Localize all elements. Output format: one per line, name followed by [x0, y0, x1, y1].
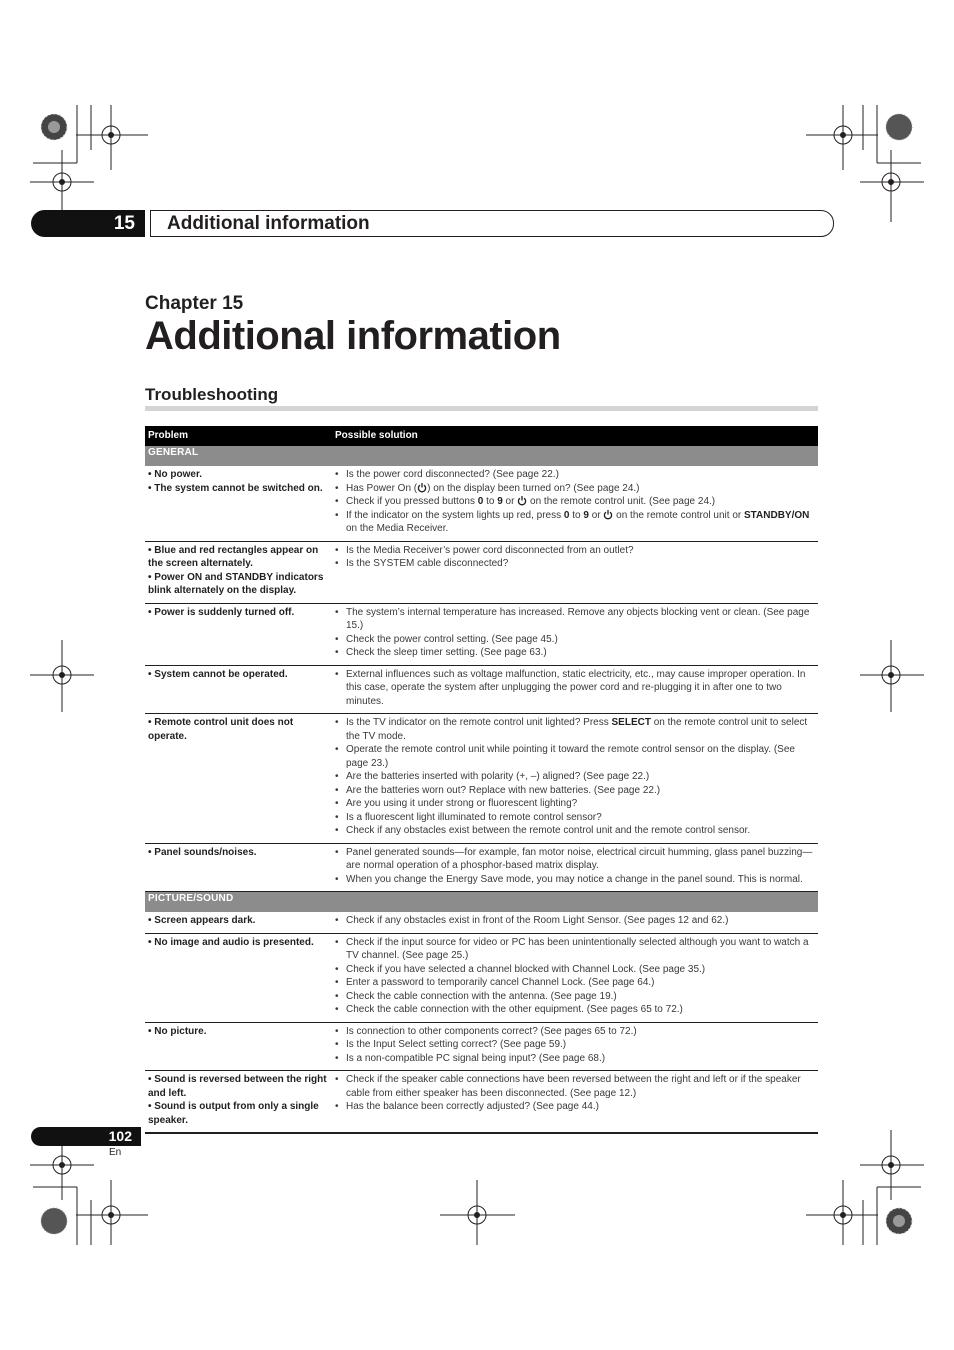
table-row: [145, 912, 818, 933]
solution-list: [335, 716, 815, 838]
solution-list: [335, 1073, 815, 1114]
page-number-badge: [31, 1127, 141, 1146]
troubleshooting-table: [145, 426, 818, 1134]
solution-text: Panel generated sounds—for example, fan motor noise, electrical circuit humming, glass panel buzzing—are normal operation of a phosphor-based matrix display.: [346, 846, 813, 871]
running-header: [150, 210, 834, 237]
solution-cell: [332, 541, 818, 603]
solution-text: on the remote control unit or: [613, 509, 744, 521]
problem-cell: [145, 1071, 332, 1134]
chapter-label: Chapter 15: [145, 293, 244, 314]
solution-text: Is connection to other components correct? (See pages 65 to 72.): [346, 1025, 637, 1037]
solution-item: [335, 811, 815, 825]
solution-item: [335, 743, 815, 770]
solution-text: Is the power cord disconnected? (See page 22.): [346, 469, 559, 480]
solution-item: [335, 1073, 815, 1100]
button-name: 9: [497, 496, 503, 507]
solution-item: [335, 873, 815, 887]
button-name: SELECT: [611, 717, 651, 728]
problem-text: • Screen appears dark.: [148, 915, 256, 926]
problem-cell: [145, 714, 332, 844]
solution-item: [335, 797, 815, 811]
table-row: [145, 603, 818, 665]
solution-item: [335, 770, 815, 784]
problem-text: • Blue and red rectangles appear on the screen alternately.: [148, 544, 319, 569]
problem-text: • Power ON and STANDBY indicators blink alternately on the display.: [148, 571, 324, 596]
page-number: 102: [108, 1128, 132, 1144]
problem-cell: [145, 541, 332, 603]
problem-text: • Panel sounds/noises.: [148, 846, 257, 858]
solution-list: [335, 544, 815, 571]
solution-text: Are you using it under strong or fluorescent lighting?: [346, 798, 578, 809]
solution-item: [335, 557, 815, 571]
problem-cell: [145, 466, 332, 541]
problem-cell: [145, 933, 332, 1022]
problem-text: • No power.: [148, 469, 203, 480]
solution-text: The system’s internal temperature has increased. Remove any objects blocking vent or clean. (See page 15.): [346, 606, 810, 631]
problem-text: • No picture.: [148, 1025, 207, 1037]
table-header-row: [145, 426, 818, 446]
chapter-number-badge: [31, 210, 145, 237]
solution-item: [335, 963, 815, 977]
solution-text: Operate the remote control unit while pointing it toward the remote control sensor on the display. (See page 23.): [346, 744, 795, 769]
solution-item: [335, 1025, 815, 1039]
solution-item: [335, 1003, 815, 1017]
solution-text: Is the SYSTEM cable disconnected?: [346, 558, 509, 569]
running-header-title: Additional information: [167, 213, 370, 234]
solution-cell: [332, 1022, 818, 1071]
solution-text: Check the cable connection with the antenna. (See page 19.): [346, 990, 617, 1002]
problem-text: • System cannot be operated.: [148, 668, 288, 680]
column-header-problem: Problem: [145, 426, 332, 446]
solution-list: [335, 846, 815, 887]
solution-cell: [332, 714, 818, 844]
solution-item: [335, 824, 815, 838]
button-name: 0: [477, 496, 484, 507]
solution-cell: [332, 665, 818, 714]
solution-cell: [332, 603, 818, 665]
solution-item: [335, 495, 815, 509]
solution-text: on the Media Receiver.: [346, 523, 449, 534]
solution-text: Are the batteries worn out? Replace with new batteries. (See page 22.): [346, 784, 661, 796]
solution-text: External influences such as voltage malfunction, static electricity, etc., may cause improper operation. In this case, operate the system after unplugging the power cord and re-plugging it in after one to two minutes.: [346, 668, 806, 707]
solution-list: [335, 1025, 815, 1066]
column-header-solution: Possible solution: [332, 426, 818, 446]
category-row: [145, 892, 818, 913]
solution-cell: [332, 1071, 818, 1134]
solution-text: on the remote control unit to select the TV mode.: [346, 717, 808, 742]
solution-list: [335, 936, 815, 1017]
solution-text: When you change the Energy Save mode, you may notice a change in the panel sound. This is normal.: [346, 873, 803, 885]
table-row: [145, 843, 818, 892]
table-row: [145, 1022, 818, 1071]
solution-text: Check the power control setting. (See page 45.): [346, 633, 558, 645]
solution-text: Check the cable connection with the other equipment. (See pages 65 to 72.): [346, 1004, 683, 1015]
solution-text: Is the Input Select setting correct? (See page 59.): [346, 1039, 567, 1050]
solution-list: [335, 468, 815, 536]
solution-item: [335, 1038, 815, 1052]
section-title: Troubleshooting: [145, 385, 279, 404]
power-icon: [603, 509, 613, 520]
category-label: PICTURE/SOUND: [145, 892, 818, 913]
solution-item: [335, 482, 815, 496]
solution-text: Is the Media Receiver’s power cord disconnected from an outlet?: [346, 544, 634, 556]
solution-cell: [332, 843, 818, 892]
solution-item: [335, 1100, 815, 1114]
solution-text: ) on the display been turned on? (See page 24.): [427, 482, 640, 494]
table-row: [145, 714, 818, 844]
section-divider: [145, 406, 818, 411]
solution-item: [335, 606, 815, 633]
problem-text: • Remote control unit does not operate.: [148, 717, 294, 742]
problem-cell: [145, 665, 332, 714]
category-label: GENERAL: [145, 446, 818, 466]
solution-text: Check if you have selected a channel blocked with Channel Lock. (See page 35.): [346, 963, 706, 975]
solution-text: Enter a password to temporarily cancel Channel Lock. (See page 64.): [346, 977, 655, 988]
solution-item: [335, 976, 815, 990]
solution-text: Is a non-compatible PC signal being input? (See page 68.): [346, 1052, 606, 1064]
page-language: En: [109, 1147, 122, 1158]
problem-text: • The system cannot be switched on.: [148, 482, 323, 494]
chapter-title: Additional information: [145, 314, 561, 358]
solution-item: [335, 784, 815, 798]
table-row: [145, 466, 818, 541]
solution-list: [335, 606, 815, 660]
solution-cell: [332, 912, 818, 933]
solution-text: or: [502, 496, 518, 507]
solution-item: [335, 544, 815, 558]
problem-text: • No image and audio is presented.: [148, 936, 314, 948]
power-icon: [517, 495, 527, 506]
solution-item: [335, 846, 815, 873]
solution-item: [335, 1052, 815, 1066]
solution-text: Check the sleep timer setting. (See page 63.): [346, 647, 547, 658]
problem-cell: [145, 843, 332, 892]
problem-cell: [145, 603, 332, 665]
chapter-number: 15: [113, 213, 135, 234]
solution-list: [335, 668, 815, 709]
problem-text: • Sound is output from only a single speaker.: [148, 1101, 319, 1126]
table-row: [145, 1071, 818, 1134]
table-row: [145, 541, 818, 603]
button-name: STANDBY/ON: [744, 509, 810, 521]
power-icon: [417, 482, 427, 493]
solution-item: [335, 936, 815, 963]
solution-list: [335, 914, 815, 928]
solution-item: [335, 668, 815, 709]
solution-item: [335, 990, 815, 1004]
solution-text: Is the TV indicator on the remote control unit lighted? Press: [346, 717, 612, 728]
solution-text: Check if any obstacles exist between the remote control unit and the remote control sensor.: [346, 825, 751, 836]
solution-cell: [332, 933, 818, 1022]
table-row: [145, 933, 818, 1022]
solution-text: Has the balance been correctly adjusted? (See page 44.): [346, 1101, 599, 1112]
solution-text: Check if the speaker cable connections have been reversed between the right and left or if the speaker cable from either speaker has been disconnected. (See page 12.): [346, 1074, 801, 1099]
category-row: [145, 446, 818, 466]
problem-cell: [145, 1022, 332, 1071]
button-name: 0: [563, 509, 570, 521]
solution-item: [335, 716, 815, 743]
solution-text: to: [569, 509, 584, 521]
solution-text: Has Power On (: [346, 482, 418, 494]
solution-text: Is a fluorescent light illuminated to remote control sensor?: [346, 811, 602, 823]
solution-item: [335, 914, 815, 928]
solution-item: [335, 509, 815, 536]
solution-text: Check if the input source for video or PC has been unintentionally selected although you want to watch a TV channel. (See page 25.): [346, 936, 809, 961]
problem-text: • Power is suddenly turned off.: [148, 606, 295, 618]
solution-text: Are the batteries inserted with polarity (+, –) aligned? (See page 22.): [346, 771, 650, 782]
solution-item: [335, 468, 815, 482]
solution-text: Check if you pressed buttons: [346, 496, 478, 507]
solution-text: Check if any obstacles exist in front of the Room Light Sensor. (See pages 12 and 62.): [346, 915, 729, 926]
solution-cell: [332, 466, 818, 541]
problem-text: • Sound is reversed between the right and left.: [148, 1074, 327, 1099]
problem-cell: [145, 912, 332, 933]
table-body: [145, 446, 818, 1133]
solution-item: [335, 646, 815, 660]
table-row: [145, 665, 818, 714]
solution-text: If the indicator on the system lights up red, press: [346, 509, 564, 521]
solution-item: [335, 633, 815, 647]
solution-text: to: [483, 496, 498, 507]
solution-text: on the remote control unit. (See page 24.): [527, 496, 716, 507]
solution-text: or: [588, 509, 604, 521]
button-name: 9: [583, 509, 589, 521]
